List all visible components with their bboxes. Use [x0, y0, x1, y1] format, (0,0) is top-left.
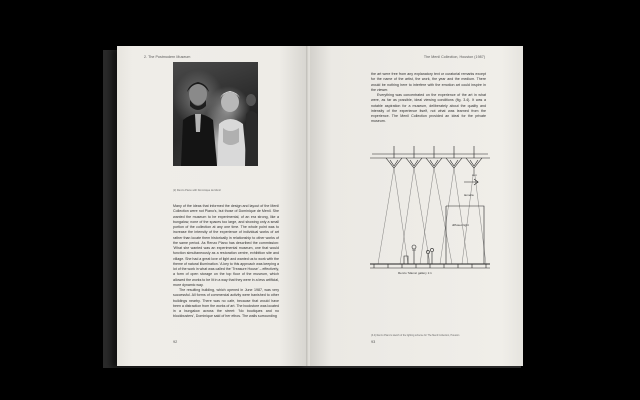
- photo-caption: (2) Renzo Piano with Dominique de Menil: [173, 189, 221, 192]
- left-body-text: [173, 204, 279, 320]
- left-paragraph-2: The resulting building, which opened in June 1987, was very successful. All forms of commercial activity were banished to other buildings nearby. There was no cafe, because that would have been a distraction from the works of art. The bookstore was located in a bungalow across the street: 'No boutiques and no blockbusters', Dominique said of her ethos. The walls surrounding: [173, 288, 279, 319]
- drawing-label-lamella: lamella: [464, 193, 474, 197]
- left-page-number: 92: [173, 340, 178, 344]
- light-rays: [378, 168, 486, 264]
- photo-figures: [173, 62, 258, 166]
- right-body-text: [371, 72, 486, 125]
- right-paragraph-2: Everything was concentrated on the experience of the art in what were, as far as possible, ideal viewing conditions (fig. 3.4). It was a notable aspiration for a museum, deliberately about the quality and intensity of the experience itself, not what was learned from the experience. The Menil Collection provided an ideal for the private museum.: [371, 93, 486, 124]
- right-paragraph-1: the art were free from any explanatory text or curatorial remarks except for the name of the artist, the work, the year and the medium. There would be nothing here to interfere with the emotion art could inspire in the viewer.: [371, 72, 486, 92]
- drawing-caption: (3.4) Renzo Piano's sketch of the lighting scheme for The Menil Collection, Houston: [371, 334, 460, 337]
- open-book: [103, 46, 523, 372]
- louvre-leaves: [386, 158, 482, 168]
- left-running-head: 2. The Postmodern Museum: [144, 55, 191, 59]
- left-page: [117, 46, 308, 366]
- photo-piano-de-menil: [173, 62, 258, 166]
- right-running-head: The Menil Collection, Houston (1987): [423, 55, 485, 59]
- left-paragraph-1: Many of the ideas that informed the design and layout of the Menil Collection were not Piano's, but those of Dominique de Menil. She wanted the museum to be experimental, of an era strong, like a bungalow, none of the spaces too large, and showing only a small portion of the collection at any one time. The whole point was to increase the intensity of the experience of individual works of art rather than locate them historically in relationship to other works of the same period. As Renzo Piano has described the commission: 'What she wanted was an experimental museum, one that would function simultaneously as a restoration centre, exhibition site and village. She had a great love of light and wanted us to work with the theme of natural illumination.' A key to this approach was keeping a lot of the work in what was called the 'Treasure House' – effectively, a form of open storage on the top floor of the museum, which allowed the works to be lit in a way that they were in a less artificial, more dynamic way.: [173, 204, 279, 287]
- drawing-label-gallery: Renzo ‘Mama’ gallery 1:1: [398, 271, 432, 275]
- right-page: [310, 46, 523, 366]
- right-page-number: 93: [371, 340, 376, 344]
- drawing-label-sun: sun: [472, 173, 477, 177]
- lighting-sketch: [368, 146, 493, 286]
- drawing-label-diffused: diffused light: [452, 223, 469, 227]
